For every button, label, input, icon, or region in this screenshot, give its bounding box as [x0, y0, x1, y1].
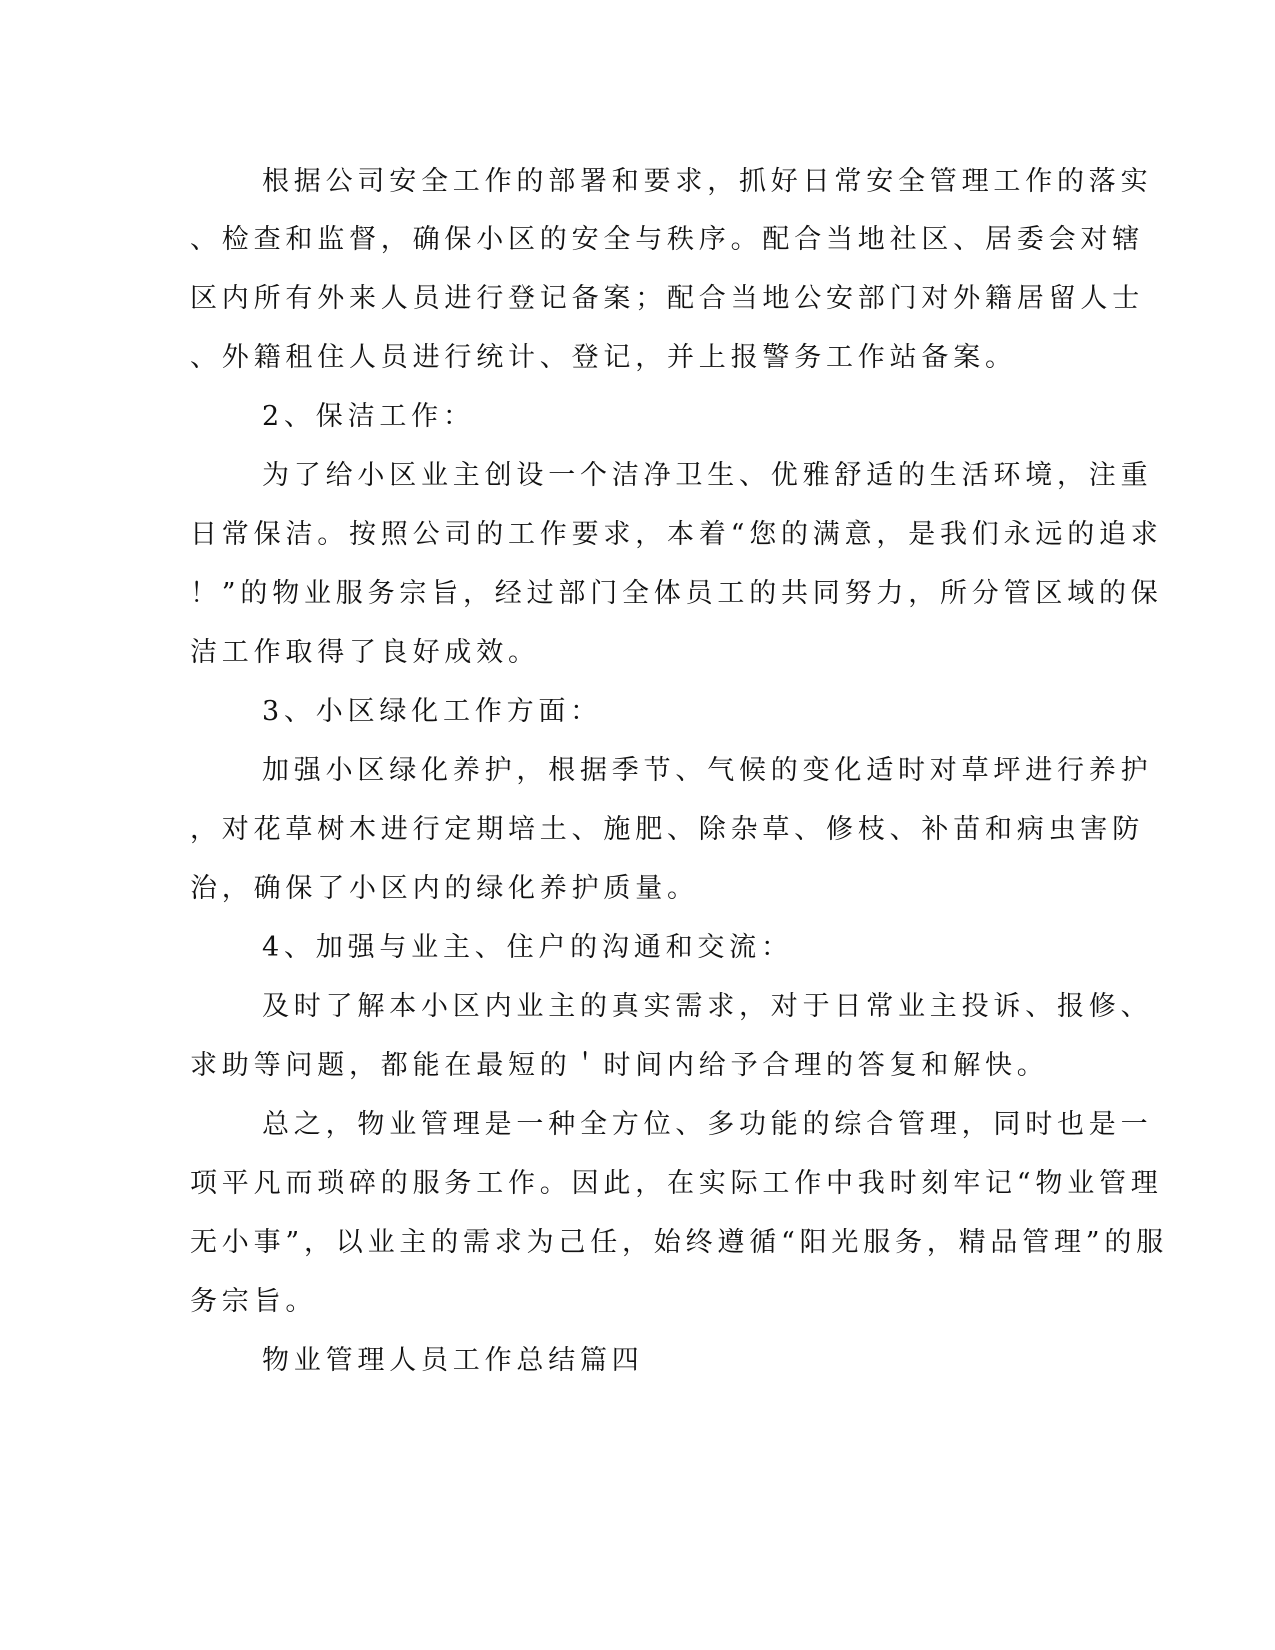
paragraph-summary-line-2: 项平凡而琐碎的服务工作。因此，在实际工作中我时刻牢记“物业管理: [190, 1168, 1163, 1199]
paragraph-cleaning-line-4: 洁工作取得了良好成效。: [190, 637, 540, 668]
paragraph-security-line-3: 区内所有外来人员进行登记备案；配合当地公安部门对外籍居留人士: [190, 283, 1144, 314]
paragraph-cleaning-line-3: ！”的物业服务宗旨，经过部门全体员工的共同努力，所分管区域的保: [190, 578, 1163, 609]
paragraph-cleaning-line-2: 日常保洁。按照公司的工作要求，本着“您的满意，是我们永远的追求: [190, 519, 1163, 550]
heading-greening: 3、小区绿化工作方面：: [262, 696, 602, 727]
paragraph-security-line-2: 、检查和监督，确保小区的安全与秩序。配合当地社区、居委会对辖: [190, 224, 1144, 255]
paragraph-greening-line-3: 治，确保了小区内的绿化养护质量。: [190, 873, 699, 904]
paragraph-summary-line-3: 无小事”，以业主的需求为己任，始终遵循“阳光服务，精品管理”的服: [190, 1227, 1169, 1258]
heading-communication: 4、加强与业主、住户的沟通和交流：: [262, 932, 793, 963]
paragraph-greening-line-2: ，对花草树木进行定期培土、施肥、除杂草、修枝、补苗和病虫害防: [190, 814, 1144, 845]
paragraph-summary-line-1: 总之，物业管理是一种全方位、多功能的综合管理，同时也是一: [262, 1109, 1153, 1140]
paragraph-cleaning-line-1: 为了给小区业主创设一个洁净卫生、优雅舒适的生活环境，注重: [262, 460, 1153, 491]
paragraph-summary-line-4: 务宗旨。: [190, 1286, 318, 1317]
heading-cleaning: 2、保洁工作：: [262, 401, 475, 432]
section-title-part-four: 物业管理人员工作总结篇四: [262, 1345, 644, 1376]
paragraph-security-line-4: 、外籍租住人员进行统计、登记，并上报警务工作站备案。: [190, 342, 1017, 373]
paragraph-communication-line-1: 及时了解本小区内业主的真实需求，对于日常业主投诉、报修、: [262, 991, 1153, 1022]
paragraph-greening-line-1: 加强小区绿化养护，根据季节、气候的变化适时对草坪进行养护: [262, 755, 1153, 786]
paragraph-security-line-1: 根据公司安全工作的部署和要求，抓好日常安全管理工作的落实: [262, 166, 1153, 197]
paragraph-communication-line-2: 求助等问题，都能在最短的＇时间内给予合理的答复和解快。: [190, 1050, 1049, 1081]
